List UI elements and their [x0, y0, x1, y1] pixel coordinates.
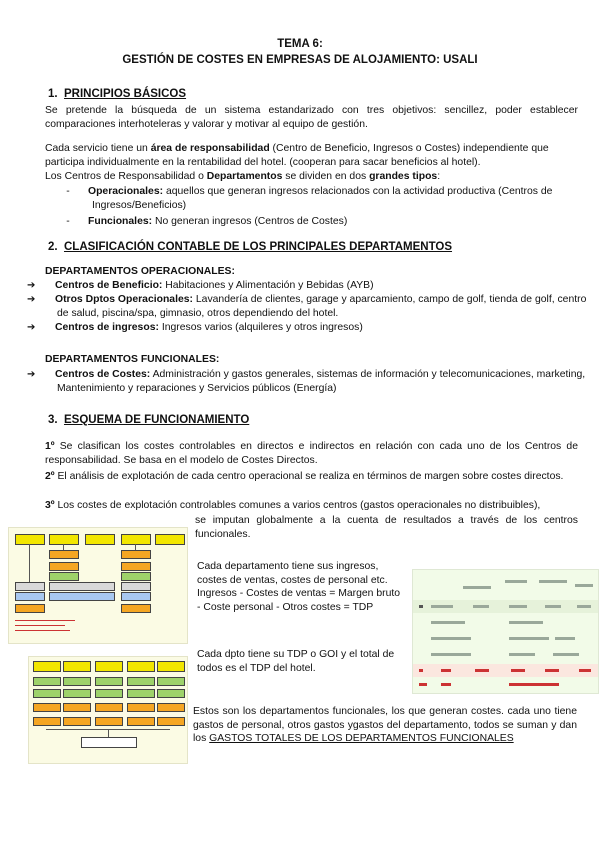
diagram-box — [63, 661, 91, 672]
diagram-box — [15, 604, 45, 613]
table-cell — [555, 637, 575, 640]
table-cell — [431, 637, 471, 640]
arrow-icon: ➔ — [27, 322, 36, 333]
step-text: El análisis de explotación de cada centro operacional se realiza en términos de margen sobre costes directos. — [54, 471, 564, 482]
table-cell — [475, 669, 489, 672]
operational-scheme-diagram — [8, 527, 188, 644]
table-cell — [509, 653, 535, 656]
section-number: 2. — [48, 241, 58, 253]
table-header-row — [413, 576, 598, 598]
table-row — [413, 648, 598, 661]
dash-marker: - — [66, 216, 70, 227]
section-1-intro: Se pretende la búsqueda de un sistema estandarizado con tres objetivos: sencillez, poder establecer comparaciones interhoteleras y valorar y motivar al equipo de gestión. — [45, 105, 578, 130]
text-run: (Centro de Beneficio, Ingresos o Costes) independiente que participa individualmente en la rentabilidad del hotel. (cooperan para sacar beneficios al hotel). — [45, 143, 549, 168]
diagram-box — [155, 534, 185, 545]
diagram-box — [33, 689, 61, 698]
step-text: Se clasifican los costes controlables en directos e indirectos en relación con cada uno de los Centros de responsabilidad. Se basa en el modelo de Costes Directos. — [45, 441, 578, 466]
section-title: CLASIFICACIÓN CONTABLE DE LOS PRINCIPALES DEPARTAMENTOS — [63, 241, 453, 253]
text-run-underlined: GASTOS TOTALES DE LOS DEPARTAMENTOS FUNCIONALES — [209, 733, 514, 745]
item-text: Ingresos varios (alquileres y otros ingresos) — [158, 322, 363, 333]
diagram-box — [121, 604, 151, 613]
diagram-legend-line — [15, 620, 75, 621]
responsibility-paragraph — [45, 142, 580, 169]
arrow-icon: ➔ — [27, 280, 36, 291]
diagram-box — [63, 689, 91, 698]
text-run-bold: Departamentos — [206, 171, 283, 182]
diagram-box — [15, 582, 45, 591]
diagram-box — [49, 534, 79, 545]
item-text: Lavandería de clientes, garage y aparcamiento, campo de golf, tienda de golf, centro de salud, piscina/spa, gimnasio, otros dependiendo del hotel. — [57, 294, 587, 319]
table-cell — [431, 605, 453, 608]
table-cell — [577, 605, 591, 608]
table-cell — [473, 605, 489, 608]
document-title: GESTIÓN DE COSTES EN EMPRESAS DE ALOJAMIENTO: USALI — [122, 54, 478, 66]
table-cell — [441, 669, 451, 672]
table-cell — [539, 580, 567, 583]
text-run-bold: grandes tipos — [369, 171, 438, 182]
diagram-box — [157, 689, 185, 698]
bullet-funcionales — [66, 215, 600, 229]
section-number: 1. — [48, 88, 58, 100]
arrow-icon: ➔ — [27, 294, 36, 305]
diagram-box — [33, 717, 61, 726]
diagram-box — [33, 703, 61, 712]
functional-scheme-diagram — [28, 656, 188, 764]
diagram-connector — [108, 729, 109, 737]
fn-item-costes — [27, 368, 597, 395]
text-run: Estos son los departamentos funcionales, los que generan costes. cada uno tiene gastos de personal, otros gastos ygastos del departamento, todos se suman y dan los — [193, 706, 577, 745]
diagram-box — [157, 661, 185, 672]
table-cell — [553, 653, 579, 656]
step-3-line-1 — [45, 499, 585, 513]
table-cell — [431, 653, 471, 656]
step-number: 2º — [45, 471, 55, 482]
table-cell — [505, 580, 527, 583]
diagram-box — [157, 703, 185, 712]
topic-number: TEMA 6: — [277, 38, 323, 50]
diagram-box — [127, 677, 155, 686]
table-cell — [509, 605, 527, 608]
bullet-term: Operacionales: — [88, 186, 164, 197]
section-3-heading — [48, 414, 249, 426]
text-run: Los Centros de Responsabilidad o — [45, 171, 207, 182]
table-row — [413, 664, 598, 677]
diagram-box — [49, 550, 79, 559]
diagram-box — [121, 582, 151, 591]
item-text: Habitaciones y Alimentación y Bebidas (AYB) — [162, 280, 374, 291]
diagram-legend-line — [15, 630, 70, 631]
diagram-box — [15, 592, 45, 601]
diagram-box — [85, 534, 115, 545]
text-run: Cada servicio tiene un — [45, 143, 151, 154]
item-term: Centros de Costes: — [55, 369, 151, 380]
diagram-box — [63, 677, 91, 686]
item-term: Centros de Beneficio: — [55, 280, 163, 291]
table-cell — [545, 669, 559, 672]
diagram-box — [127, 661, 155, 672]
table-cell — [431, 621, 465, 624]
diagram-box — [121, 562, 151, 571]
arrow-icon: ➔ — [27, 369, 36, 380]
diagram-box — [33, 661, 61, 672]
table-cell — [419, 669, 423, 672]
table-row — [413, 616, 598, 629]
diagram-box — [127, 703, 155, 712]
diagram-box — [49, 582, 115, 591]
op-item-beneficio — [27, 279, 597, 293]
diagram-box — [121, 592, 151, 601]
step-3-line-2: se imputan globalmente a la cuenta de resultados a través de los centros funcionales. — [195, 515, 578, 540]
diagram-connector — [63, 544, 64, 550]
diagram-box — [63, 703, 91, 712]
section-2-heading — [48, 241, 452, 253]
table-cell — [511, 669, 525, 672]
table-cell — [575, 584, 593, 587]
operational-departments-title: DEPARTAMENTOS OPERACIONALES: — [45, 266, 235, 277]
functional-departments-title: DEPARTAMENTOS FUNCIONALES: — [45, 354, 220, 365]
diagram-box — [157, 717, 185, 726]
table-cell — [509, 683, 559, 686]
diagram-box — [33, 677, 61, 686]
section-title: PRINCIPIOS BÁSICOS — [63, 88, 187, 100]
table-cell — [463, 586, 491, 589]
step-number: 1º — [45, 441, 55, 452]
op-item-otros — [27, 293, 597, 320]
diagram-connector — [29, 544, 30, 582]
diagram-box — [95, 703, 123, 712]
department-explanation: Cada departamento tiene sus ingresos, costes de ventas, costes de personal etc. Ingresos - Costes de ventas = Margen bruto - Coste personal - Otros costes = TDP — [197, 561, 401, 613]
tdp-explanation: Cada dpto tiene su TDP o GOI y el total de todos es el TDP del hotel. — [197, 649, 395, 674]
usali-table-thumbnail — [412, 569, 599, 694]
diagram-box — [15, 534, 45, 545]
diagram-box — [95, 689, 123, 698]
table-cell — [441, 683, 451, 686]
table-cell — [509, 621, 543, 624]
step-text: Los costes de explotación controlables comunes a varios centros (gastos operacionales no distribuibles), — [54, 500, 541, 511]
diagram-box — [121, 550, 151, 559]
section-title: ESQUEMA DE FUNCIONAMIENTO — [63, 414, 250, 426]
text-run: : — [437, 171, 441, 182]
text-run-bold: área de responsabilidad — [150, 143, 270, 154]
diagram-box — [63, 717, 91, 726]
table-cell — [419, 683, 427, 686]
bullet-text: No generan ingresos (Centros de Costes) — [152, 216, 348, 227]
department-types-paragraph — [45, 170, 580, 184]
text-run: se dividen en dos — [282, 171, 370, 182]
op-item-ingresos — [27, 321, 597, 335]
diagram-box — [121, 534, 151, 545]
diagram-box — [95, 717, 123, 726]
diagram-box — [95, 661, 123, 672]
dash-marker: - — [66, 186, 70, 197]
table-row — [413, 632, 598, 645]
step-2 — [45, 470, 578, 484]
functional-explanation — [193, 705, 577, 746]
table-cell — [579, 669, 591, 672]
diagram-box — [127, 717, 155, 726]
table-cell — [545, 605, 561, 608]
table-cell — [419, 605, 423, 608]
item-term: Centros de ingresos: — [55, 322, 159, 333]
item-term: Otros Dptos Operacionales: — [55, 294, 193, 305]
item-text: Administración y gastos generales, sistemas de información y telecomunicaciones, marketing, Mantenimiento y reparaciones y Servicios públicos (Energía) — [57, 369, 586, 394]
step-number: 3º — [45, 500, 55, 511]
bullet-operacionales — [66, 185, 600, 212]
table-row — [413, 678, 598, 691]
diagram-total-box — [81, 737, 137, 748]
diagram-box — [49, 572, 79, 581]
section-1-heading — [48, 88, 186, 100]
diagram-box — [95, 677, 123, 686]
section-number: 3. — [48, 414, 58, 426]
bullet-text: aquellos que generan ingresos relacionados con la actividad productiva (Centros de Ingresos/Beneficios) — [92, 186, 553, 211]
diagram-legend-line — [15, 625, 65, 626]
diagram-box — [157, 677, 185, 686]
step-1 — [45, 440, 578, 467]
diagram-box — [49, 562, 79, 571]
table-cell — [509, 637, 549, 640]
diagram-connector — [135, 544, 136, 550]
diagram-box — [127, 689, 155, 698]
table-row — [413, 600, 598, 613]
diagram-box — [121, 572, 151, 581]
diagram-box — [49, 592, 115, 601]
bullet-term: Funcionales: — [88, 216, 153, 227]
